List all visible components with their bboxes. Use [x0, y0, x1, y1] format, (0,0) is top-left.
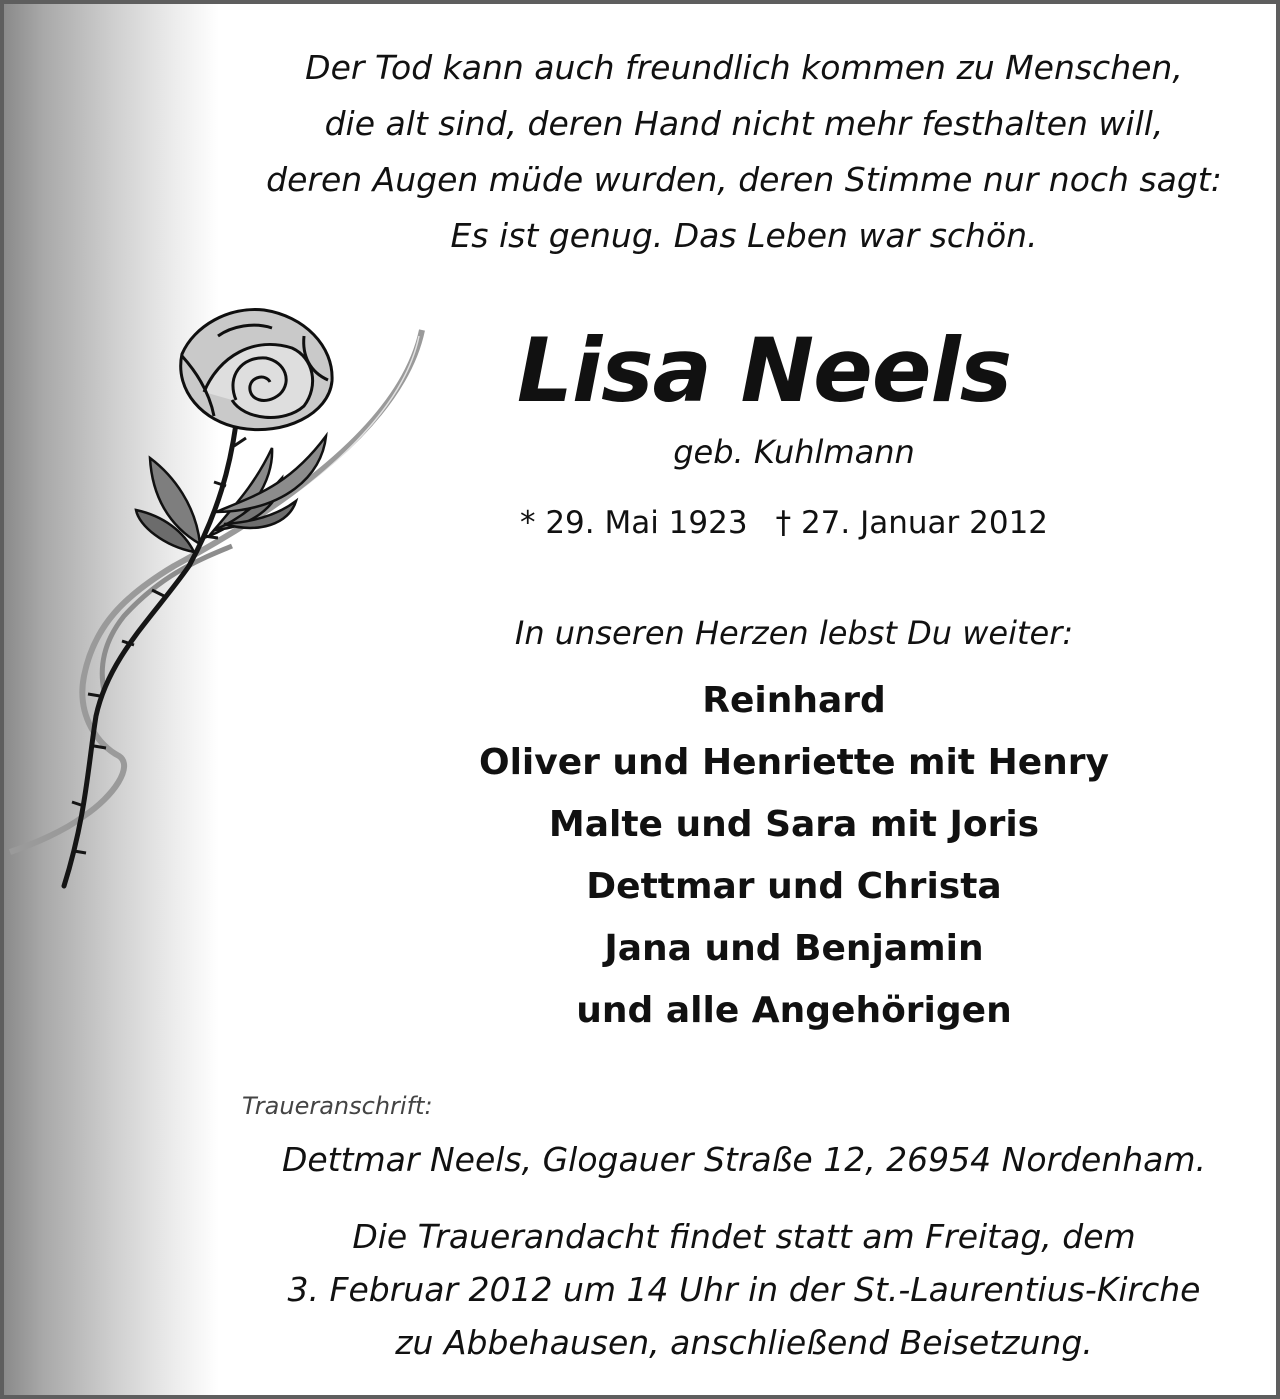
- poem-line: die alt sind, deren Hand nicht mehr festhalten will,: [324, 104, 1164, 143]
- rose-icon: [4, 296, 444, 896]
- death-date: † 27. Januar 2012: [775, 505, 1049, 541]
- deceased-name: Lisa Neels: [516, 319, 1012, 422]
- poem-line: Es ist genug. Das Leben war schön.: [450, 216, 1038, 255]
- service-info: [204, 1210, 1280, 1369]
- mourner-name: Reinhard: [702, 680, 886, 721]
- birth-date: * 29. Mai 1923: [519, 505, 748, 541]
- mourner-name: Malte und Sara mit Joris: [548, 804, 1040, 845]
- mourners-list: [424, 670, 1164, 1042]
- service-line: zu Abbehausen, anschließend Beisetzung.: [395, 1323, 1093, 1362]
- address-text: Dettmar Neels, Glogauer Straße 12, 26954 Nordenham.: [281, 1140, 1207, 1179]
- mourners-intro: In unseren Herzen lebst Du weiter:: [514, 614, 1074, 652]
- poem-line: Der Tod kann auch freundlich kommen zu Menschen,: [305, 48, 1183, 87]
- service-line: 3. Februar 2012 um 14 Uhr in der St.-Laurentius-Kirche: [287, 1270, 1201, 1309]
- mourner-name: Oliver und Henriette mit Henry: [478, 742, 1110, 783]
- mourner-name: Dettmar und Christa: [586, 866, 1002, 907]
- maiden-name: geb. Kuhlmann: [673, 433, 915, 471]
- poem-line: deren Augen müde wurden, deren Stimme nur noch sagt:: [266, 160, 1222, 199]
- poem: [204, 40, 1280, 264]
- service-line: Die Trauerandacht findet statt am Freitag, dem: [352, 1217, 1136, 1256]
- mourner-name: Jana und Benjamin: [604, 928, 984, 969]
- life-dates: [444, 498, 1124, 548]
- address-label: Traueranschrift:: [242, 1092, 433, 1120]
- mourner-name: und alle Angehörigen: [576, 990, 1012, 1031]
